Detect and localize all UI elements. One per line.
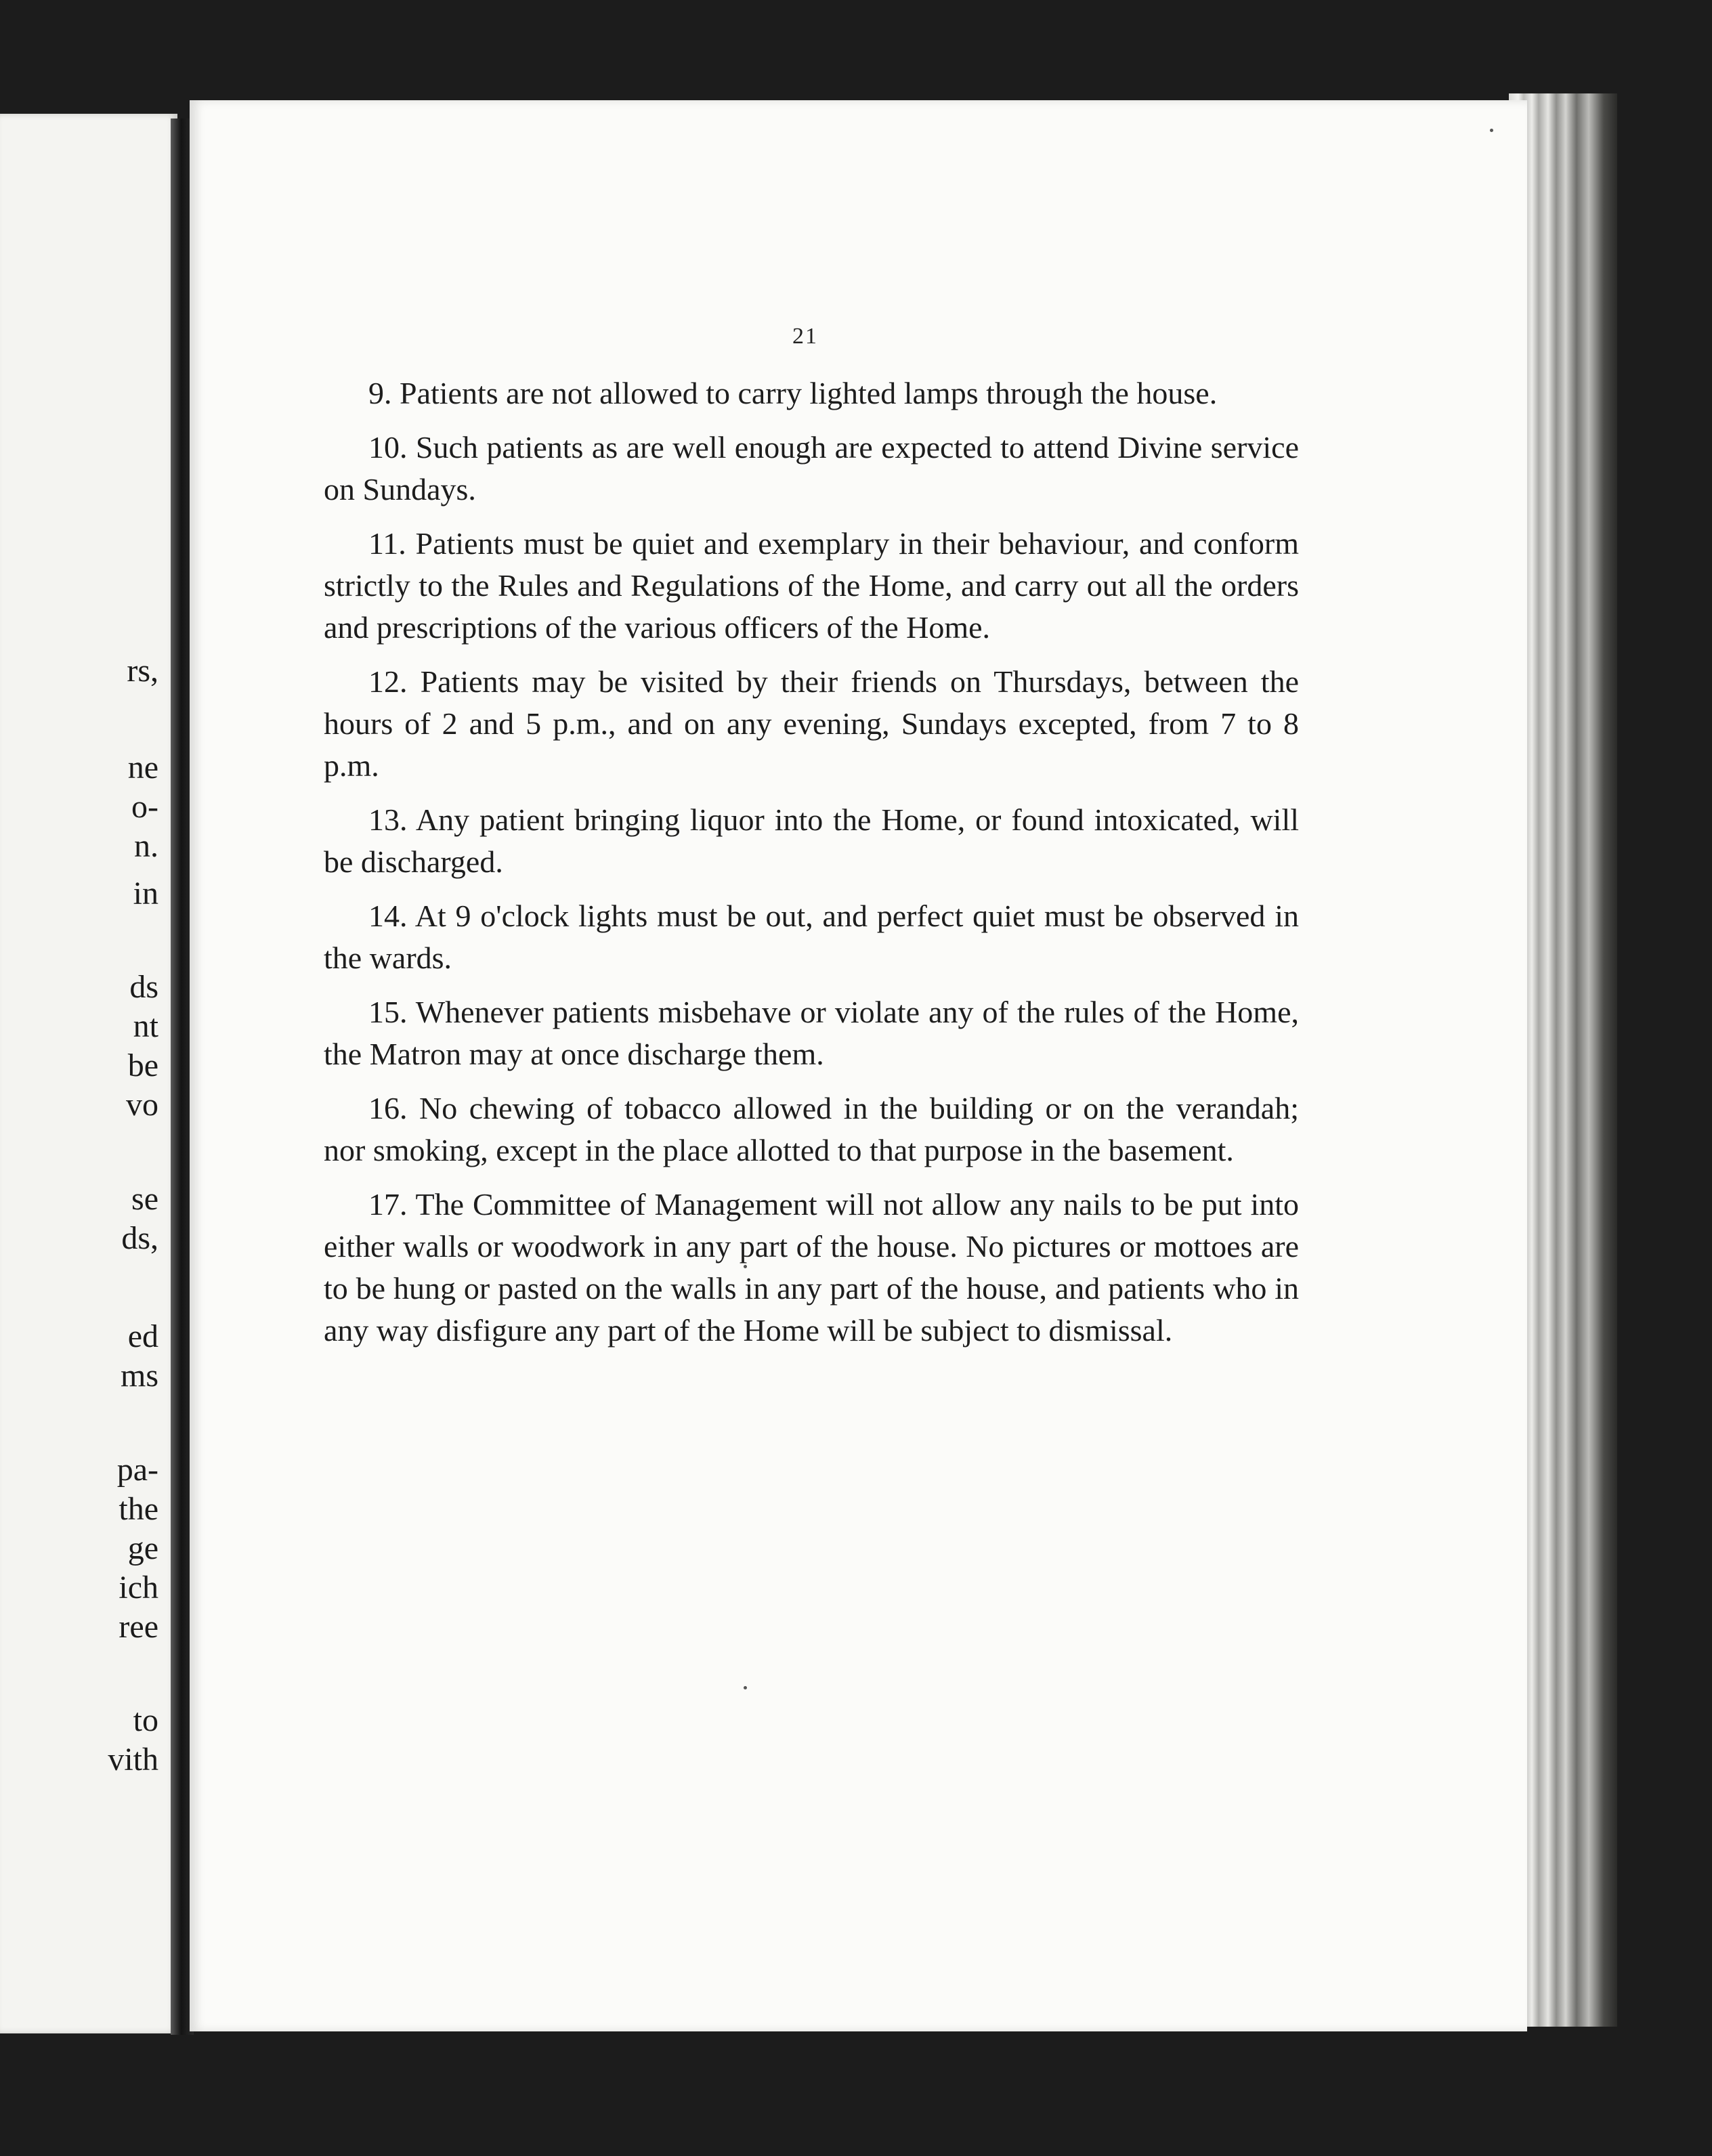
left-page-fragment: ge [127, 1530, 158, 1566]
rule-paragraph: 16. No chewing of tobacco allowed in the building or on the verandah; nor smoking, except in the place allotted to that purpose in the basement. [324, 1091, 1299, 1167]
rule-paragraph: 13. Any patient bringing liquor into the Home, or found intoxicated, will be discharged. [324, 802, 1299, 879]
left-page-fragment: ds, [121, 1220, 158, 1256]
dust-speck [744, 1686, 747, 1689]
rule-paragraph: 17. The Committee of Management will not allow any nails to be put into either walls or woodwork in any part of the house. No pictures or mottoes are to be hung or pasted on the walls in any part of the house, and patients who in any way disfigure any part of the Home will be subject to dismissal. [324, 1187, 1299, 1348]
rule-paragraph: 15. Whenever patients misbehave or violate any of the rules of the Home, the Matron may at once discharge them. [324, 995, 1299, 1071]
rule-paragraph: 12. Patients may be visited by their friends on Thursdays, between the hours of 2 and 5 p.m., and on any evening, Sundays excepted, from 7 to 8 p.m. [324, 664, 1299, 783]
dust-speck [1490, 129, 1493, 132]
rule-paragraph: 11. Patients must be quiet and exemplary in their behaviour, and conform strictly to the Rules and Regulations of the Home, and carry out all the orders and prescriptions of the various officers of the Home. [324, 526, 1299, 645]
left-page-fragment: ree [119, 1609, 158, 1645]
left-page-fragment: the [119, 1491, 158, 1527]
left-page-fragment: ds [129, 969, 158, 1005]
left-page-fragment: be [127, 1048, 158, 1083]
left-page-fragment: pa- [116, 1452, 158, 1488]
rules-text [324, 372, 1299, 1364]
page-number: 21 [792, 324, 818, 349]
left-page-fragment: ne [127, 750, 158, 785]
left-page-fragment: o- [131, 789, 158, 825]
left-page-fragment: ed [127, 1318, 158, 1354]
left-page-fragment: vith [108, 1742, 158, 1777]
left-page-fragment: nt [133, 1008, 158, 1044]
left-page-fragment: rs, [127, 653, 158, 689]
rule-paragraph: 14. At 9 o'clock lights must be out, and perfect quiet must be observed in the wards. [324, 899, 1299, 975]
left-page-fragment: in [133, 876, 158, 911]
left-page-fragment: ich [119, 1570, 158, 1605]
left-page-fragment: vo [126, 1087, 158, 1123]
left-page [0, 114, 177, 2033]
left-page-fragment: ms [120, 1358, 158, 1394]
left-page-fragment: se [131, 1181, 158, 1217]
left-page-fragment: n. [134, 828, 158, 864]
rule-paragraph: 9. Patients are not allowed to carry lighted lamps through the house. [368, 376, 1218, 410]
rule-paragraph: 10. Such patients as are well enough are expected to attend Divine service on Sundays. [324, 430, 1299, 506]
left-page-fragment: to [133, 1702, 158, 1738]
